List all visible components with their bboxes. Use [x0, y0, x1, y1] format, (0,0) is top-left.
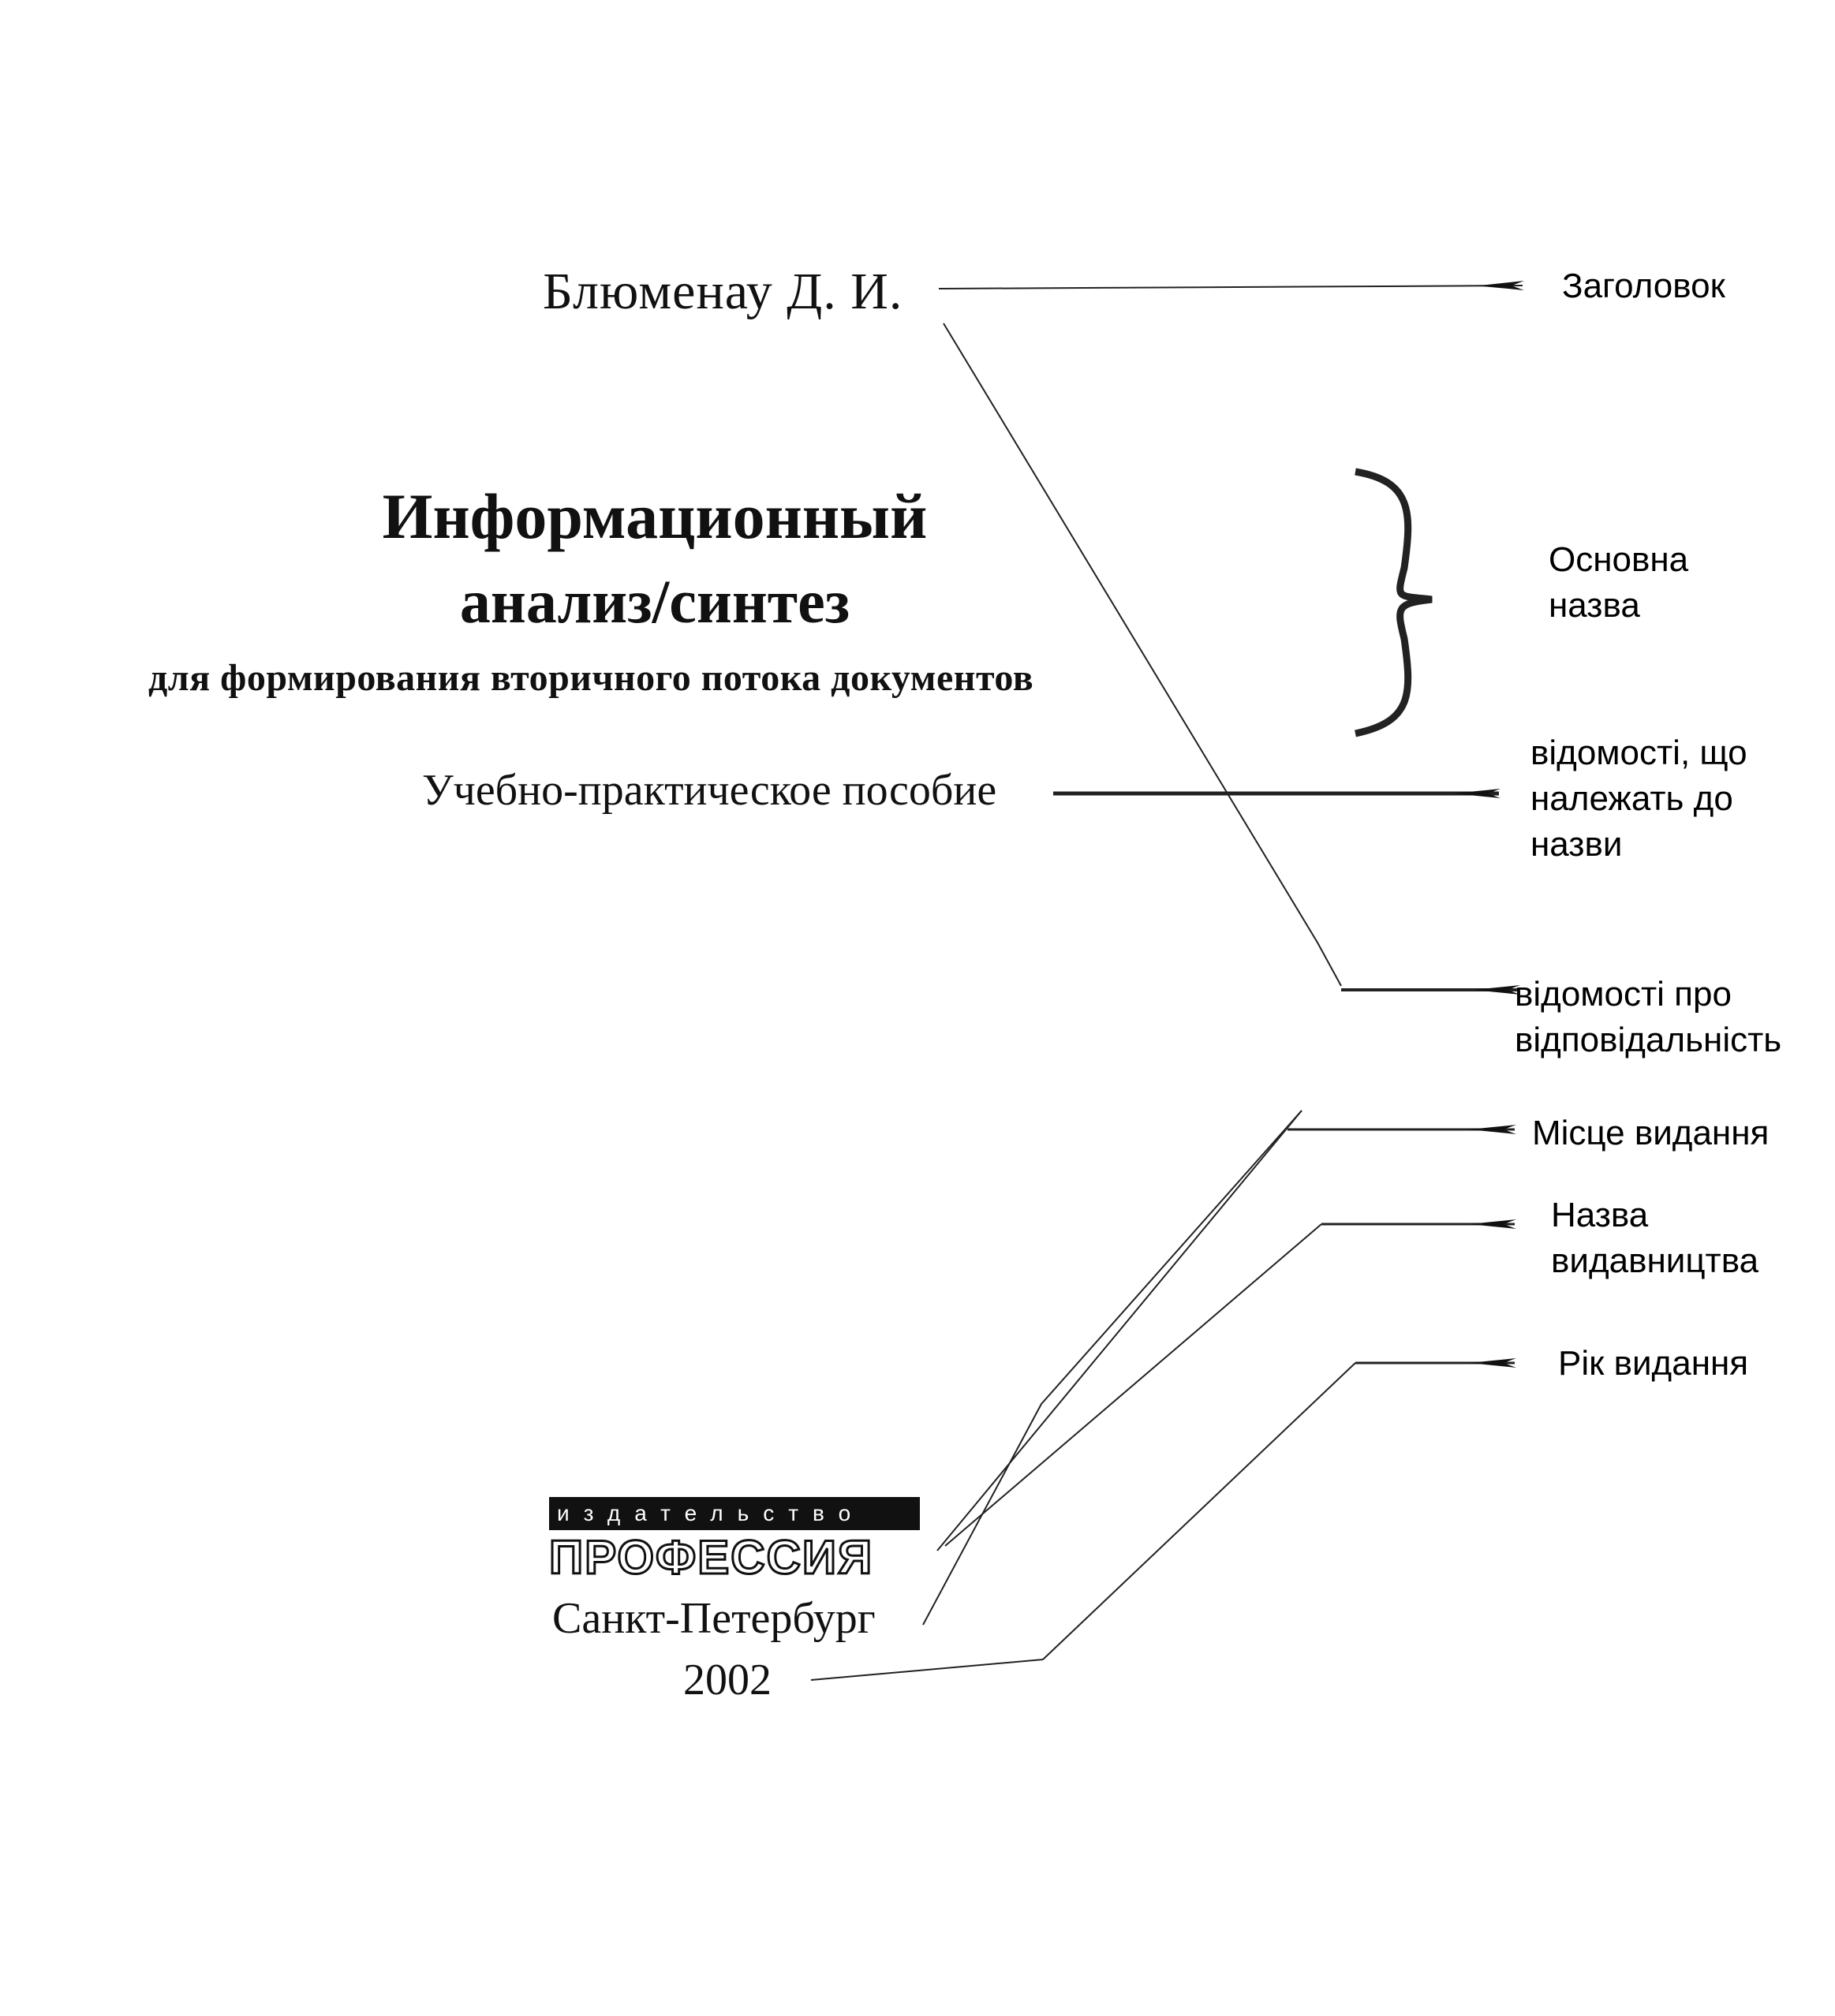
label-title-info-line-3: назви: [1530, 825, 1623, 864]
connector-responsibility-diagonal: [944, 323, 1341, 986]
label-heading: Заголовок: [1562, 267, 1725, 305]
label-responsibility-line-1: відомості про: [1515, 975, 1732, 1014]
connector-year-diagonal: [1043, 1363, 1355, 1659]
title-line-2: анализ/синтез: [459, 567, 850, 636]
label-title-info-line-1: відомості, що: [1530, 734, 1747, 772]
main-title-brace: [1355, 472, 1432, 734]
label-publisher-line-2: видавництва: [1551, 1241, 1759, 1280]
label-responsibility-line-2: відповідальність: [1515, 1021, 1782, 1059]
publication-city: Санкт-Петербург: [552, 1594, 876, 1643]
publisher-logo-name: ПРОФЕССИЯ: [549, 1531, 874, 1584]
publisher-logo-top: издательство: [549, 1497, 920, 1530]
label-main-title-line-1: Основна: [1549, 540, 1689, 579]
connector-publisher-diagonal-2: [945, 1224, 1321, 1546]
label-place: Місце видання: [1532, 1114, 1770, 1152]
publisher-logo: [549, 1497, 920, 1582]
label-publisher-line-1: Назва: [1551, 1196, 1649, 1234]
label-main-title: [1549, 537, 1688, 629]
connector-year-underline: [811, 1659, 1043, 1680]
title-line-3: для формирования вторичного потока документов: [148, 657, 1034, 699]
label-main-title-line-2: назва: [1549, 586, 1640, 625]
connector-heading: [939, 286, 1523, 289]
connector-publisher-diagonal: [923, 1111, 1302, 1625]
publication-year: 2002: [683, 1656, 772, 1704]
author-name: Блюменау Д. И.: [543, 263, 903, 320]
label-title-info-line-2: належать до: [1530, 779, 1733, 818]
title-line-1: Информационный: [382, 480, 928, 552]
label-publisher: [1551, 1193, 1758, 1284]
subtitle: Учебно-практическое пособие: [422, 766, 997, 815]
label-responsibility: [1515, 972, 1781, 1063]
label-year: Рік видання: [1558, 1344, 1749, 1383]
connector-place-diagonal: [937, 1111, 1302, 1551]
label-title-info: [1530, 730, 1747, 868]
